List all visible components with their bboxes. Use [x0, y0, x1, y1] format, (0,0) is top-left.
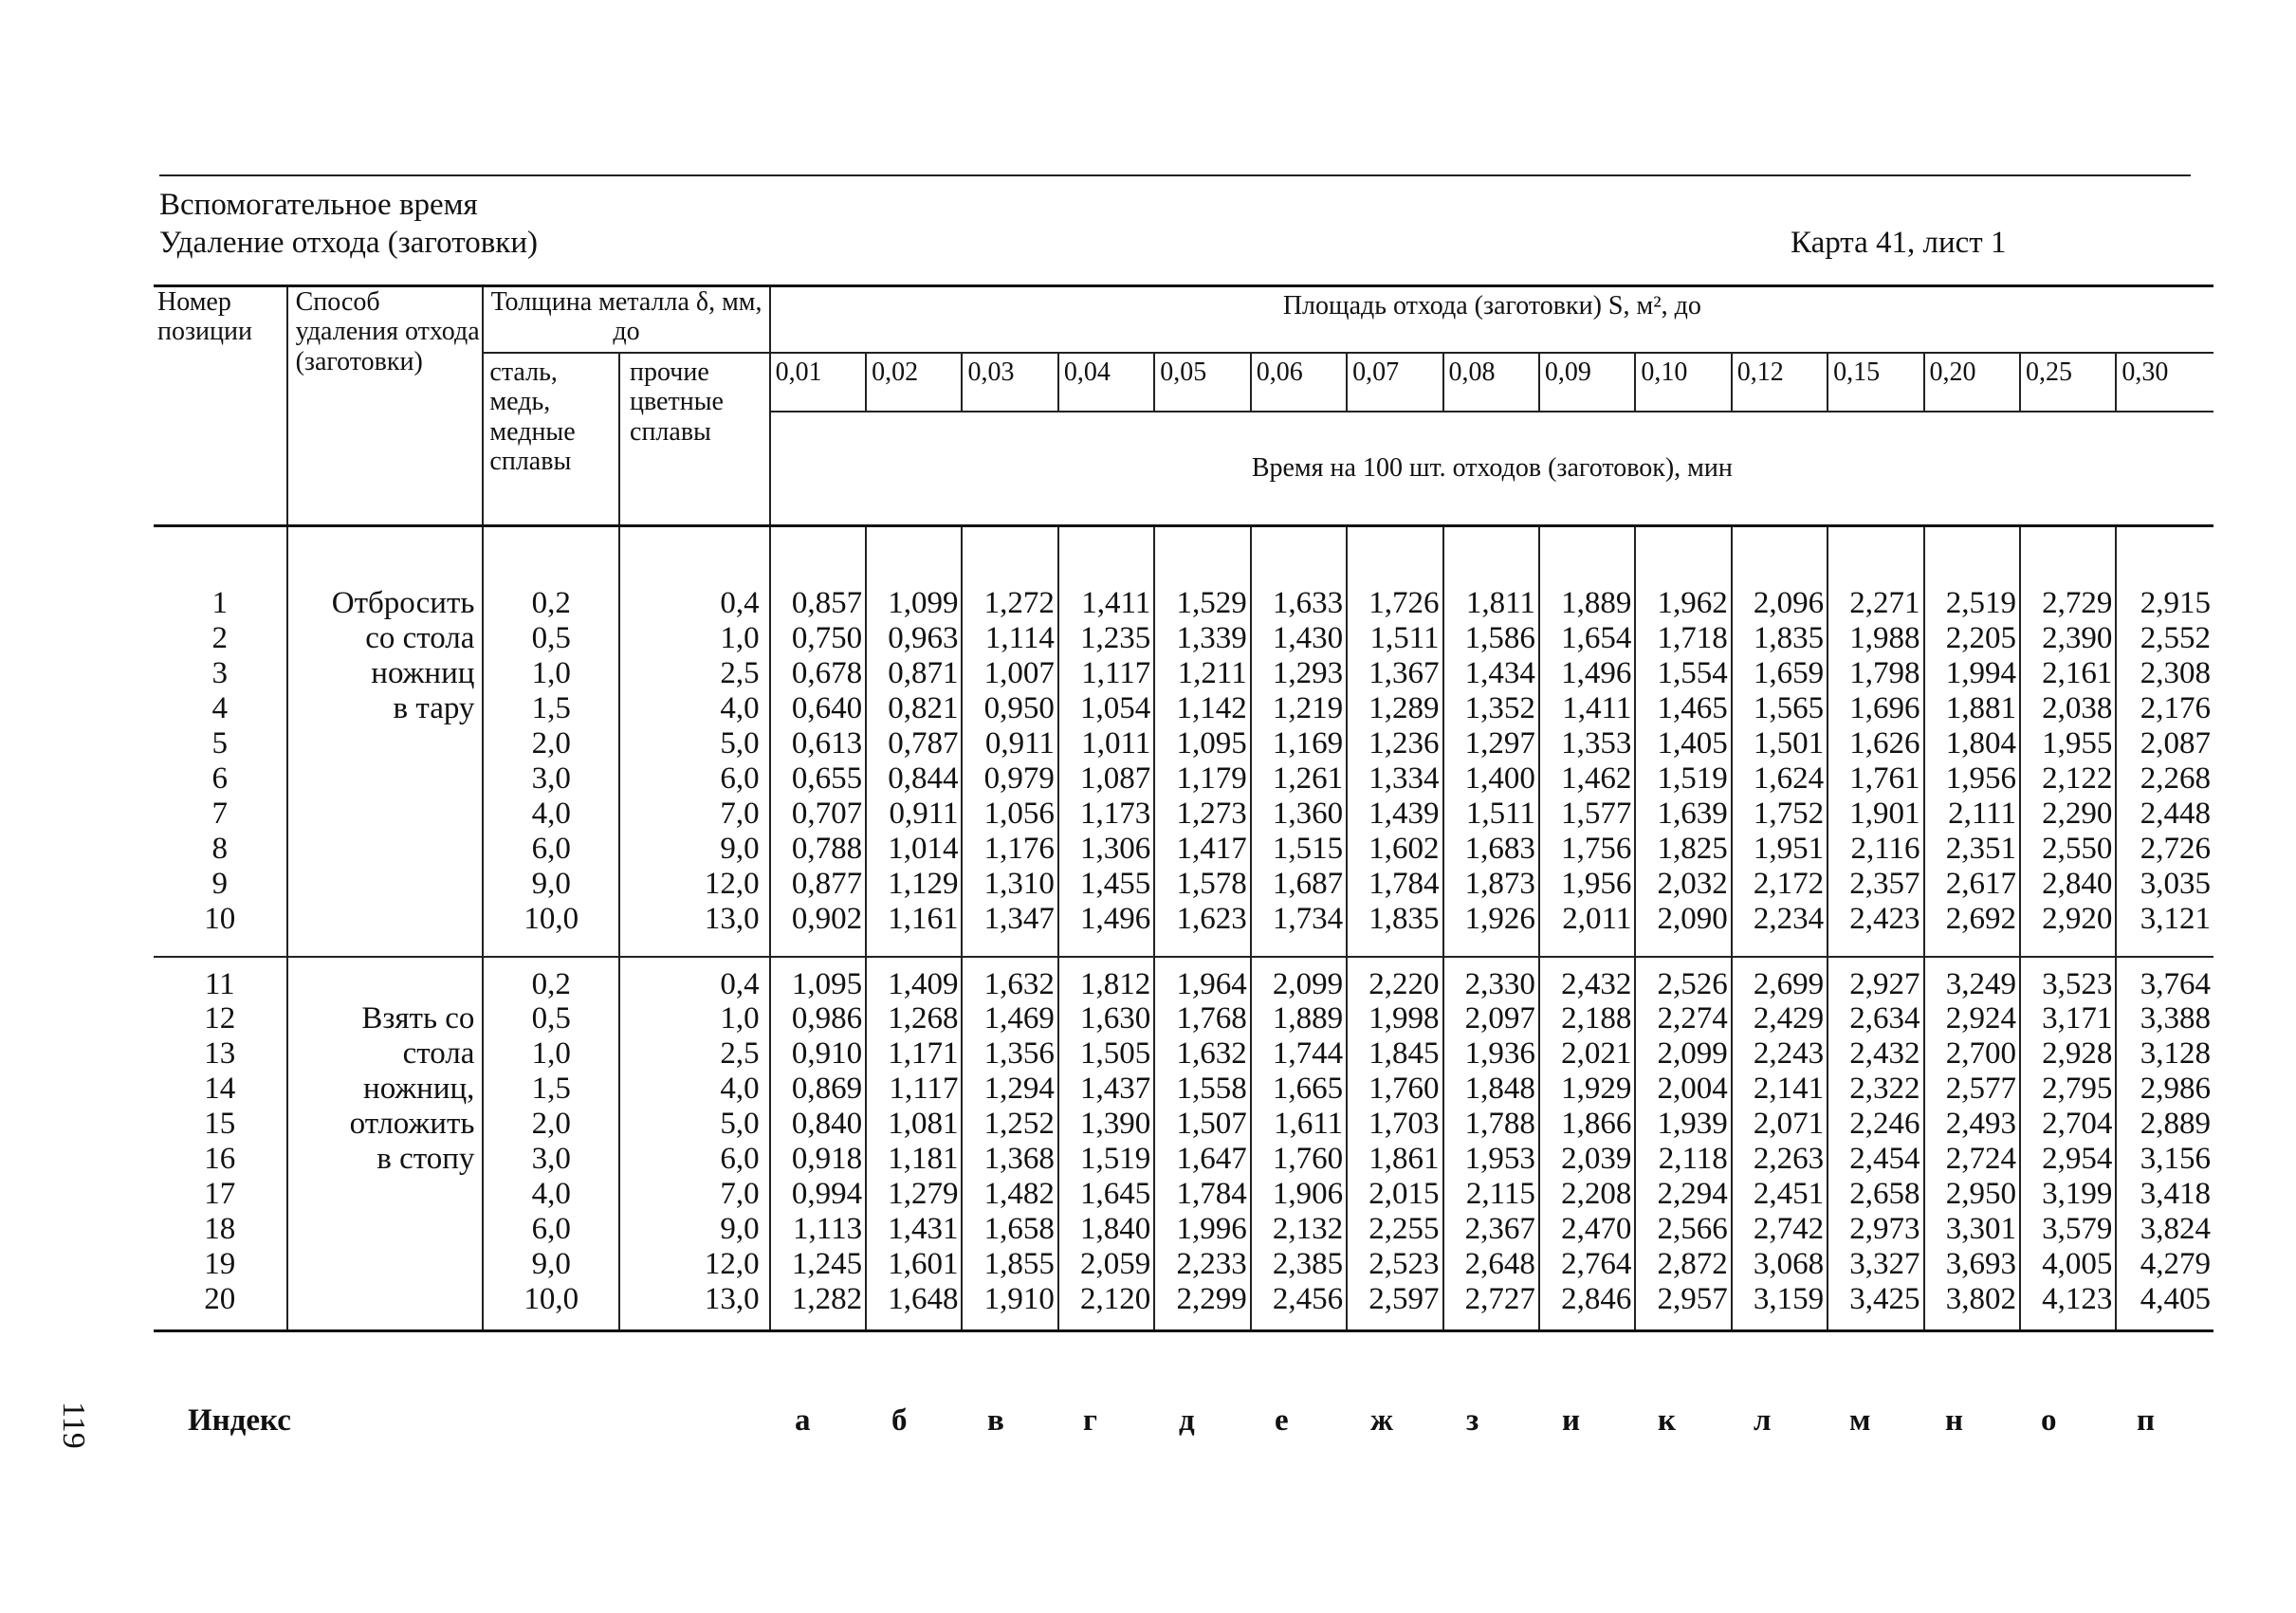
steel-thickness: 0,2 0,5 1,0 1,5 2,0 3,0 4,0 6,0 9,0 10,0: [483, 586, 619, 937]
index-letter: а: [795, 1403, 811, 1438]
area-col-2: 0,02: [866, 353, 962, 412]
value-cell: 1,633 1,430 1,293 1,219 1,169 1,261 1,360 1,515 1,687 1,734: [1251, 586, 1347, 937]
position-numbers: 1 2 3 4 5 6 7 8 9 10: [204, 586, 236, 936]
value-cell: 1,411 1,235 1,117 1,054 1,011 1,087 1,173 1,306 1,455 1,496: [1058, 586, 1154, 937]
area-col-7: 0,07: [1347, 353, 1442, 412]
area-col-6: 0,06: [1251, 353, 1347, 412]
value-cell: 2,096 1,835 1,659 1,565 1,501 1,624 1,752 1,951 2,172 2,234: [1732, 586, 1828, 937]
index-letter: з: [1466, 1403, 1479, 1438]
page-number: 119: [56, 1402, 91, 1449]
value-cell: 2,915 2,552 2,308 2,176 2,087 2,268 2,448 2,726 3,035 3,121: [2116, 586, 2213, 937]
col-time-header: Время на 100 шт. отходов (заготовок), мин: [770, 412, 2213, 526]
value-cell: 1,962 1,718 1,554 1,465 1,405 1,519 1,639 1,825 2,032 2,090: [1635, 586, 1731, 937]
area-col-12: 0,15: [1828, 353, 1923, 412]
value-cell: 1,529 1,339 1,211 1,142 1,095 1,179 1,273 1,417 1,578 1,623: [1154, 586, 1250, 937]
index-letter: к: [1658, 1403, 1677, 1438]
index-letter: н: [1945, 1403, 1964, 1438]
col-area-header: Площадь отхода (заготовки) S, м², до: [770, 286, 2213, 354]
table-group-1: [154, 586, 2213, 937]
value-cell: 2,432 2,188 2,021 1,929 1,866 2,039 2,208 2,470 2,764 2,846: [1539, 957, 1635, 1318]
value-cell: 2,519 2,205 1,994 1,881 1,804 1,956 2,111 2,351 2,617 2,692: [1924, 586, 2020, 937]
value-cell: 2,729 2,390 2,161 2,038 1,955 2,122 2,290 2,550 2,840 2,920: [2020, 586, 2116, 937]
steel-thickness: 0,2 0,5 1,0 1,5 2,0 3,0 4,0 6,0 9,0 10,0: [483, 957, 619, 1318]
value-cell: 1,272 1,114 1,007 0,950 0,911 0,979 1,056 1,176 1,310 1,347: [962, 586, 1057, 937]
index-letter: о: [2041, 1403, 2057, 1438]
index-letter: е: [1275, 1403, 1289, 1438]
area-col-13: 0,20: [1924, 353, 2020, 412]
removal-method: Взять со стола ножниц, отложить в стопу: [287, 957, 484, 1318]
value-cell: 2,220 1,998 1,845 1,760 1,703 1,861 2,015 2,255 2,523 2,597: [1347, 957, 1442, 1318]
index-letter: ж: [1370, 1403, 1393, 1438]
value-cell: 2,526 2,274 2,099 2,004 1,939 2,118 2,294 2,566 2,872 2,957: [1635, 957, 1731, 1318]
area-col-4: 0,04: [1058, 353, 1154, 412]
area-col-14: 0,25: [2020, 353, 2116, 412]
index-letter: б: [891, 1403, 908, 1438]
value-cell: 1,811 1,586 1,434 1,352 1,297 1,400 1,511 1,683 1,873 1,926: [1443, 586, 1539, 937]
col-method-header: Способ удаления отхода (заготовки): [287, 286, 484, 526]
value-cell: 1,812 1,630 1,505 1,437 1,390 1,519 1,645 1,840 2,059 2,120: [1058, 957, 1154, 1318]
value-cell: 3,249 2,924 2,700 2,577 2,493 2,724 2,950 3,301 3,693 3,802: [1924, 957, 2020, 1318]
top-rule: [159, 174, 2191, 176]
area-col-10: 0,10: [1635, 353, 1731, 412]
index-letter: в: [987, 1403, 1004, 1438]
value-cell: 0,857 0,750 0,678 0,640 0,613 0,655 0,707 0,788 0,877 0,902: [770, 586, 866, 937]
value-cell: 1,409 1,268 1,171 1,117 1,081 1,181 1,279 1,431 1,601 1,648: [866, 957, 962, 1318]
index-letter: п: [2137, 1403, 2156, 1438]
value-cell: 2,699 2,429 2,243 2,141 2,071 2,263 2,451 2,742 3,068 3,159: [1732, 957, 1828, 1318]
time-table: [154, 284, 2213, 1332]
index-letter: м: [1849, 1403, 1871, 1438]
index-letter: г: [1083, 1403, 1097, 1438]
value-cell: 1,099 0,963 0,871 0,821 0,787 0,844 0,911 1,014 1,129 1,161: [866, 586, 962, 937]
table-group-2: [154, 957, 2213, 1318]
area-col-5: 0,05: [1154, 353, 1250, 412]
value-cell: 3,764 3,388 3,128 2,986 2,889 3,156 3,418 3,824 4,279 4,405: [2116, 957, 2213, 1318]
col-steel-header: сталь, медь, медные сплавы: [483, 353, 619, 526]
removal-method: Отбросить со стола ножниц в тару: [287, 586, 484, 937]
header-line2: Удаление отхода (заготовки): [159, 226, 538, 260]
other-thickness: 0,4 1,0 2,5 4,0 5,0 6,0 7,0 9,0 12,0 13,0: [619, 957, 770, 1318]
area-col-8: 0,08: [1443, 353, 1539, 412]
card-number: Карта 41, лист 1: [1791, 226, 2007, 260]
index-letter: л: [1754, 1403, 1772, 1438]
other-thickness: 0,4 1,0 2,5 4,0 5,0 6,0 7,0 9,0 12,0 13,0: [619, 586, 770, 937]
col-thickness-header: Толщина металла δ, мм, до: [483, 286, 769, 354]
value-cell: 3,523 3,171 2,928 2,795 2,704 2,954 3,199 3,579 4,005 4,123: [2020, 957, 2116, 1318]
area-col-1: 0,01: [770, 353, 866, 412]
index-label: Индекс: [188, 1403, 291, 1438]
value-cell: 1,889 1,654 1,496 1,411 1,353 1,462 1,577 1,756 1,956 2,011: [1539, 586, 1635, 937]
value-cell: 1,095 0,986 0,910 0,869 0,840 0,918 0,994 1,113 1,245 1,282: [770, 957, 866, 1318]
value-cell: 2,927 2,634 2,432 2,322 2,246 2,454 2,658 2,973 3,327 3,425: [1828, 957, 1923, 1318]
value-cell: 1,632 1,469 1,356 1,294 1,252 1,368 1,482 1,658 1,855 1,910: [962, 957, 1057, 1318]
index-letter: и: [1562, 1403, 1581, 1438]
value-cell: 1,964 1,768 1,632 1,558 1,507 1,647 1,784 1,996 2,233 2,299: [1154, 957, 1250, 1318]
value-cell: 2,330 2,097 1,936 1,848 1,788 1,953 2,115 2,367 2,648 2,727: [1443, 957, 1539, 1318]
value-cell: 1,726 1,511 1,367 1,289 1,236 1,334 1,439 1,602 1,784 1,835: [1347, 586, 1442, 937]
area-col-11: 0,12: [1732, 353, 1828, 412]
header-line1: Вспомогательное время: [159, 188, 478, 222]
index-letter: д: [1179, 1403, 1195, 1438]
value-cell: 2,271 1,988 1,798 1,696 1,626 1,761 1,901 2,116 2,357 2,423: [1828, 586, 1923, 937]
col-position-header: Номер позиции: [154, 286, 287, 526]
position-numbers: 11 12 13 14 15 16 17 18 19 20: [204, 966, 236, 1317]
col-other-header: прочие цветные сплавы: [619, 353, 770, 526]
area-col-3: 0,03: [962, 353, 1057, 412]
value-cell: 2,099 1,889 1,744 1,665 1,611 1,760 1,906 2,132 2,385 2,456: [1251, 957, 1347, 1318]
area-col-15: 0,30: [2116, 353, 2213, 412]
area-col-9: 0,09: [1539, 353, 1635, 412]
